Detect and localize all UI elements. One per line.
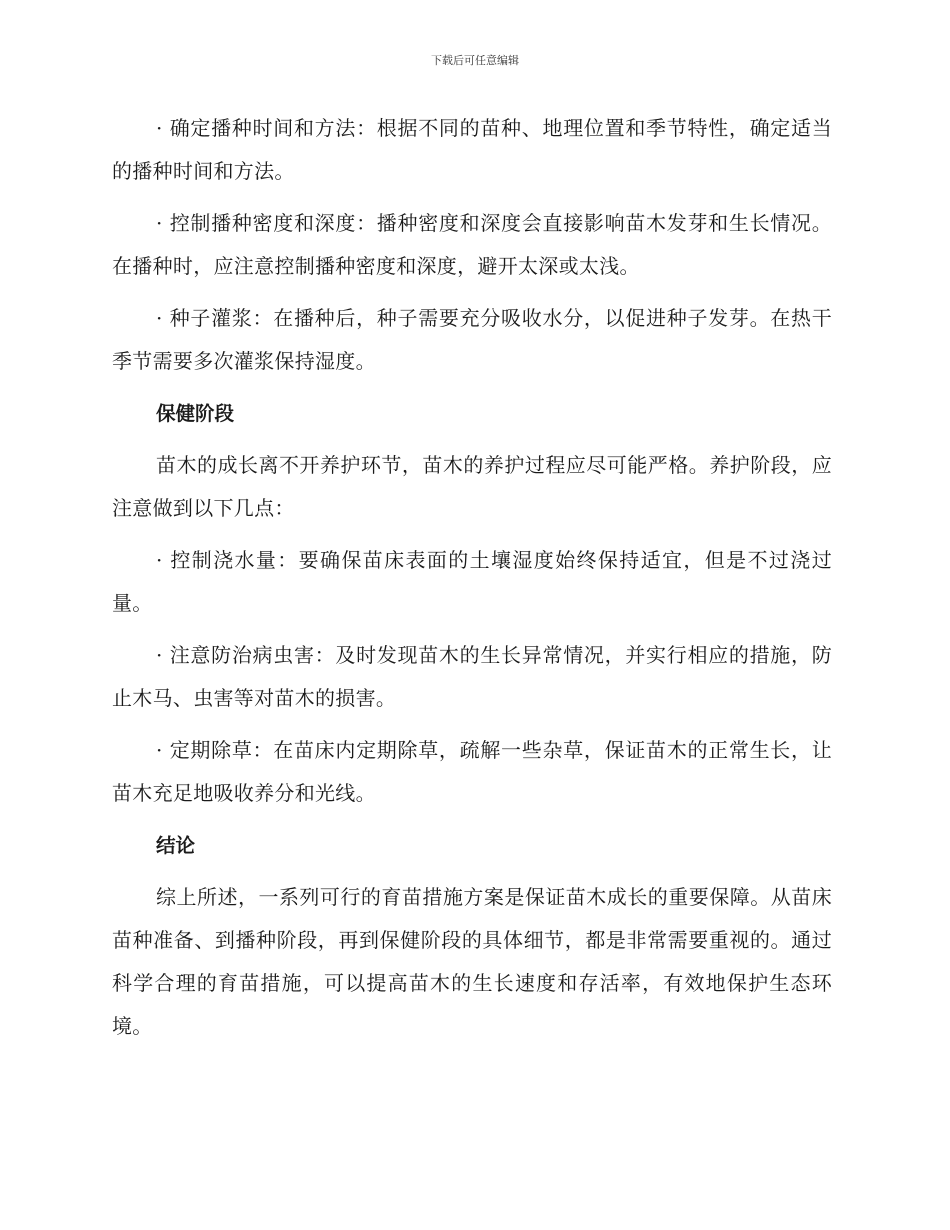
conclusion-paragraph: 综上所述，一系列可行的育苗措施方案是保证苗木成长的重要保障。从苗床苗种准备、到播种阶段，再到保健阶段的具体细节，都是非常需要重视的。通过科学合理的育苗措施，可以提高苗木的生长速度和存活率，有效地保护生态环境。 <box>112 885 832 1038</box>
section-heading-conclusion: 结论 <box>156 834 196 857</box>
bullet-weeding: · 定期除草：在苗床内定期除草，疏解一些杂草，保证苗木的正常生长，让苗木充足地吸收养分和光线。 <box>112 738 832 805</box>
bullet-watering-control: · 控制浇水量：要确保苗床表面的土壤湿度始终保持适宜，但是不过浇过量。 <box>112 548 832 615</box>
bullet-pest-control: · 注意防治病虫害：及时发现苗木的生长异常情况，并实行相应的措施，防止木马、虫害等对苗木的损害。 <box>112 643 832 710</box>
care-intro-paragraph: 苗木的成长离不开养护环节，苗木的养护过程应尽可能严格。养护阶段，应注意做到以下几点： <box>112 453 832 520</box>
page-header: 下载后可任意编辑 <box>431 54 519 67</box>
bullet-sowing-density: · 控制播种密度和深度：播种密度和深度会直接影响苗木发芽和生长情况。在播种时，应注意控制播种密度和深度，避开太深或太浅。 <box>112 211 832 278</box>
section-heading-care: 保健阶段 <box>156 402 235 425</box>
bullet-seed-watering: · 种子灌浆：在播种后，种子需要充分吸收水分，以促进种子发芽。在热干季节需要多次灌浆保持湿度。 <box>112 306 832 373</box>
bullet-sowing-time: · 确定播种时间和方法：根据不同的苗种、地理位置和季节特性，确定适当的播种时间和方法。 <box>112 116 832 183</box>
document-body <box>112 107 832 1057</box>
